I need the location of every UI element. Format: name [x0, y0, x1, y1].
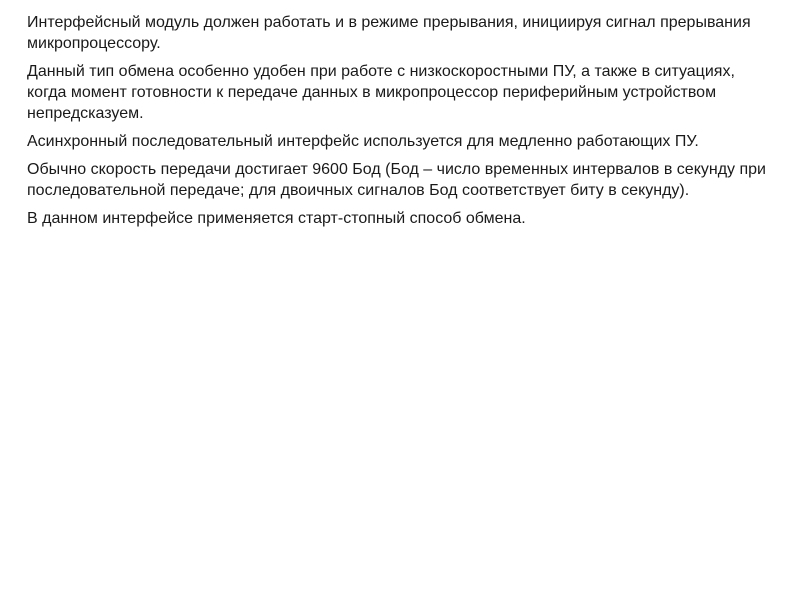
paragraph-interrupt-mode: Интерфейсный модуль должен работать и в режиме прерывания, инициируя сигнал прерывания микропроцессору. — [27, 14, 751, 52]
paragraph-low-speed-devices: Данный тип обмена особенно удобен при работе с низкоскоростными ПУ, а также в ситуациях, когда момент готовности к передаче данных в микропроцессор периферийным устройством непредсказуем. — [27, 63, 735, 122]
paragraph-async-interface: Асинхронный последовательный интерфейс используется для медленно работающих ПУ. — [27, 133, 699, 150]
paragraph-start-stop: В данном интерфейсе применяется старт-стопный способ обмена. — [27, 210, 526, 227]
text-body — [27, 12, 777, 236]
paragraph-baud-rate: Обычно скорость передачи достигает 9600 Бод (Бод – число временных интервалов в секунду при последовательной передаче; для двоичных сигналов Бод соответствует биту в секунду). — [27, 161, 766, 199]
